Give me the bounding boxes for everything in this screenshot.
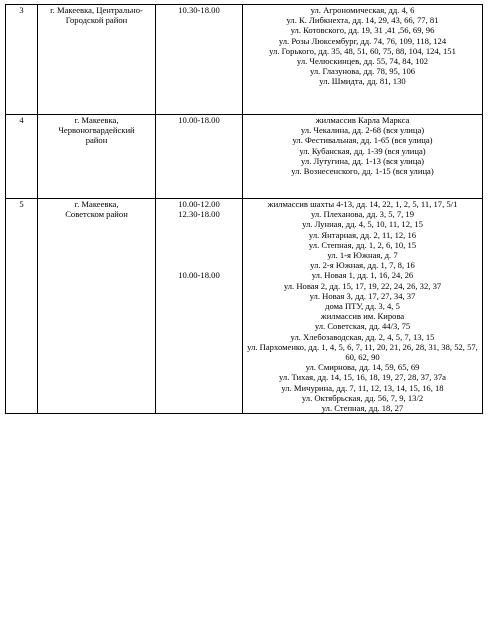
district-cell: [38, 115, 156, 199]
street-line: жилмассив шахты 4-13, дд. 14, 22, 1, 2, 5, 11, 17, 5/1: [267, 199, 458, 209]
street-line: ул. Советская, дд. 44/3, 75: [314, 321, 411, 332]
street-line: ул. Пархоменко, дд. 1, 4, 5, 6, 7, 11, 20, 21, 26, 28, 31, 38, 52, 57, 60, 62, 90: [247, 341, 478, 363]
district-line: г. Макеевка,: [74, 115, 119, 125]
district-line: г. Макеевка,: [74, 199, 119, 209]
streets-cell: [243, 199, 483, 414]
row-number: [6, 199, 38, 414]
district-line: Городской район: [65, 15, 128, 26]
time-line: 10.00-18.00: [178, 270, 220, 281]
time-line: 12.30-18.00: [178, 209, 220, 220]
street-line: ул. Хлебозаводская, дд. 2, 4, 5, 7, 13, 15: [290, 331, 435, 342]
district-line: Советском район: [65, 209, 128, 220]
row-number-text: 5: [19, 199, 24, 209]
row-number: [6, 5, 38, 115]
street-line: ул. Новая 3, дд. 17, 27, 34, 37: [309, 290, 416, 301]
street-line: ул. Горького, дд. 35, 48, 51, 60, 75, 88, 104, 124, 151: [269, 45, 456, 56]
district-line: Червоногвардейский: [58, 125, 135, 136]
time-line: 10.00-18.00: [178, 115, 220, 125]
street-line: ул. Челюскинцев, дд. 55, 74, 84, 102: [296, 56, 429, 67]
street-line: ул. 1-я Южная, д. 7: [327, 250, 398, 261]
row-number-text: 4: [19, 115, 24, 125]
table-row: [6, 115, 483, 199]
spacer: [158, 219, 240, 270]
street-line: ул. Котовского, дд. 19, 31 ,41 ,56, 69, 96: [290, 25, 435, 36]
time-cell: [156, 199, 243, 414]
time-line: 10.00-12.00: [178, 199, 220, 209]
table-row: [6, 5, 483, 115]
street-line: ул. Новая 2, дд. 15, 17, 19, 22, 24, 26, 32, 37: [283, 280, 442, 291]
district-line: г. Макеевка, Центрально-: [50, 5, 143, 15]
streets-cell: [243, 5, 483, 115]
street-line: ул. Лутугина, дд. 1-13 (вся улица): [301, 155, 424, 166]
district-line: район: [85, 135, 108, 146]
district-cell: [38, 199, 156, 414]
street-line: ул. Тихая, дд. 14, 15, 16, 18, 19, 27, 28, 37, 37а: [279, 372, 446, 383]
streets-cell: [243, 115, 483, 199]
street-line: ул. Плеханова, дд. 3, 5, 7, 19: [310, 209, 415, 220]
street-line: ул. Розы Люксембург, дд. 74, 76, 109, 118, 124: [278, 35, 447, 46]
schedule-table: [5, 4, 483, 414]
time-cell: [156, 115, 243, 199]
street-line: ул. Агрономическая, дд. 4, 6: [310, 5, 415, 15]
street-line: ул. Глазунова, дд. 78, 95, 106: [309, 66, 416, 77]
street-line: ул. Вознесенского, дд. 1-15 (вся улица): [291, 166, 434, 177]
street-line: ул. Кубанская, дд. 1-39 (вся улица): [299, 145, 426, 156]
street-line: жилмассив им. Кирова: [320, 311, 405, 322]
street-line: ул. Смирнова, дд. 14, 59, 65, 69: [305, 362, 420, 373]
street-line: ул. Октябрьская, дд. 56, 7, 9, 13/2: [301, 392, 424, 403]
table-row: [6, 199, 483, 414]
street-line: ул. Янтарная, дд. 2, 11, 12, 16: [308, 229, 417, 240]
street-line: ул. Чекалина, дд. 2-68 (вся улица): [300, 125, 425, 136]
street-line: ул. Шмидта, дд. 81, 130: [319, 76, 406, 87]
street-line: ул. Мичурина, дд. 7, 11, 12, 13, 14, 15, 16, 18: [281, 382, 444, 393]
street-line: ул. Степная, дд. 18, 27: [321, 403, 404, 414]
street-line: ул. Фестивальная, дд. 1-65 (вся улица): [292, 135, 433, 146]
row-number: [6, 115, 38, 199]
street-line: ул. Лунная, дд. 4, 5, 10, 11, 12, 15: [302, 219, 423, 230]
street-line: ул. К. Либкнехта, дд. 14, 29, 43, 66, 77, 81: [286, 15, 439, 26]
time-cell: [156, 5, 243, 115]
street-line: ул. Новая 1, дд. 1, 16, 24, 26: [311, 270, 414, 281]
row-number-text: 3: [19, 5, 24, 15]
district-cell: [38, 5, 156, 115]
street-line: жилмассив Карла Маркса: [315, 115, 410, 125]
street-line: дома ПТУ, дд. 3, 4, 5: [325, 301, 400, 312]
time-line: 10.30-18.00: [178, 5, 220, 15]
street-line: ул. Степная, дд. 1, 2, 6, 10, 15: [308, 239, 417, 250]
street-line: ул. 2-я Южная, дд. 1, 7, 8, 16: [310, 260, 415, 271]
